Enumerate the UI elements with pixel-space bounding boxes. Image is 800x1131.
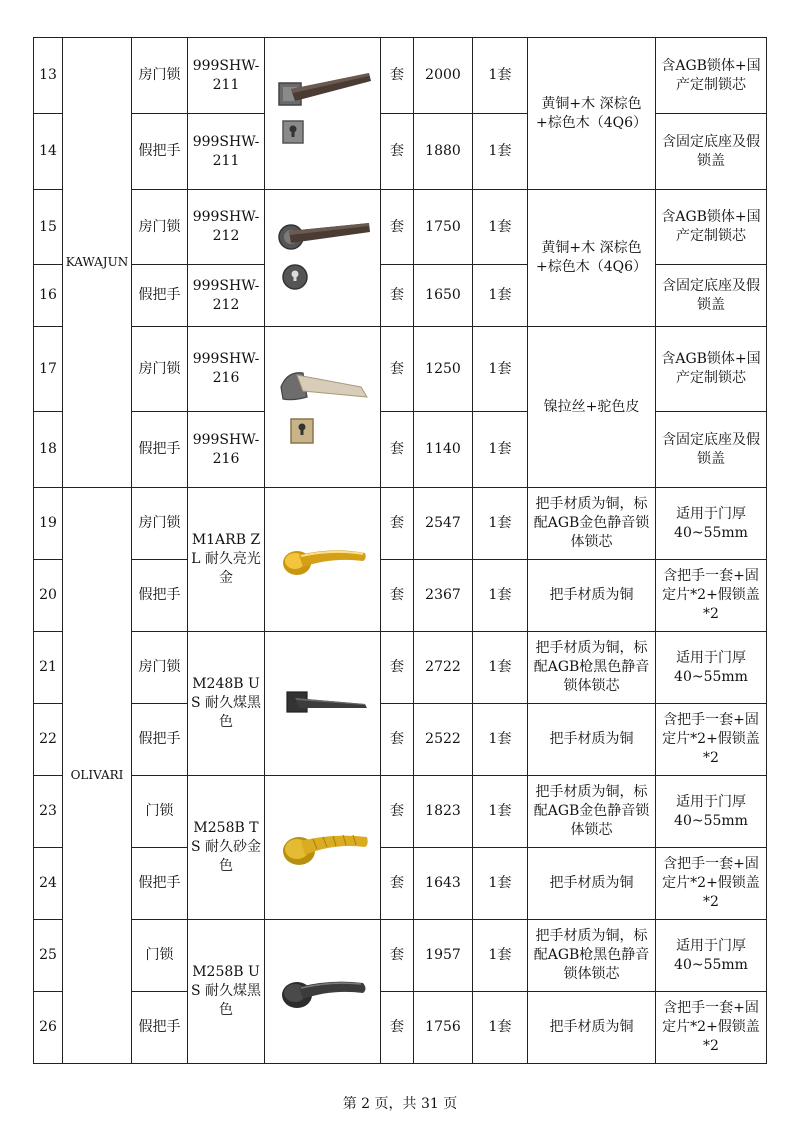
row-number: 21	[34, 632, 63, 704]
black-lever-handle-icon	[273, 674, 373, 734]
row-number: 14	[34, 114, 63, 190]
table-row	[34, 38, 767, 114]
row-number: 16	[34, 265, 63, 327]
model-number: 999SHW-211	[188, 38, 265, 114]
note-cell: 含AGB锁体+国产定制锁芯	[656, 38, 767, 114]
unit-price: 2000	[414, 38, 473, 114]
unit-price: 2722	[414, 632, 473, 704]
quantity: 1套	[473, 38, 528, 114]
unit-price: 1750	[414, 190, 473, 265]
material-cell: 把手材质为铜，标配AGB金色静音锁体锁芯	[528, 488, 656, 560]
model-number: 999SHW-212	[188, 190, 265, 265]
quantity: 1套	[473, 488, 528, 560]
product-image	[265, 632, 381, 776]
material-cell: 镍拉丝+驼色皮	[528, 327, 656, 488]
material-cell: 黄铜+木 深棕色+棕色木（4Q6）	[528, 190, 656, 327]
unit: 套	[381, 704, 414, 776]
product-type: 房门锁	[132, 190, 188, 265]
quantity: 1套	[473, 327, 528, 412]
note-cell: 适用于门厚40~55mm	[656, 488, 767, 560]
unit-price: 1957	[414, 920, 473, 992]
product-table	[33, 37, 767, 1064]
note-cell: 适用于门厚40~55mm	[656, 776, 767, 848]
unit: 套	[381, 38, 414, 114]
table-row	[34, 190, 767, 265]
product-type: 假把手	[132, 848, 188, 920]
material-cell: 把手材质为铜	[528, 848, 656, 920]
note-cell: 含把手一套+固定片*2+假锁盖*2	[656, 848, 767, 920]
row-number: 26	[34, 992, 63, 1064]
note-cell: 含把手一套+固定片*2+假锁盖*2	[656, 560, 767, 632]
product-image	[265, 776, 381, 920]
unit: 套	[381, 265, 414, 327]
page-footer: 第 2 页，共 31 页	[342, 1096, 458, 1112]
note-cell: 含把手一套+固定片*2+假锁盖*2	[656, 704, 767, 776]
brand-cell: KAWAJUN	[63, 38, 132, 488]
unit: 套	[381, 190, 414, 265]
model-number: M1ARB ZL 耐久亮光金	[188, 488, 265, 632]
unit-price: 1250	[414, 327, 473, 412]
model-number: 999SHW-212	[188, 265, 265, 327]
table-row	[34, 848, 767, 920]
row-number: 20	[34, 560, 63, 632]
unit: 套	[381, 488, 414, 560]
table-row	[34, 560, 767, 632]
unit-price: 1140	[414, 412, 473, 488]
product-type: 假把手	[132, 560, 188, 632]
model-number: M258B US 耐久煤黑色	[188, 920, 265, 1064]
note-cell: 含固定底座及假锁盖	[656, 114, 767, 190]
row-number: 15	[34, 190, 63, 265]
sand-gold-lever-handle-icon	[273, 813, 373, 883]
lever-handle-square-rose-icon	[273, 69, 373, 159]
unit-price: 1823	[414, 776, 473, 848]
unit-price: 2547	[414, 488, 473, 560]
row-number: 22	[34, 704, 63, 776]
unit: 套	[381, 412, 414, 488]
material-cell: 把手材质为铜	[528, 560, 656, 632]
unit-price: 2522	[414, 704, 473, 776]
material-cell: 把手材质为铜，标配AGB枪黑色静音锁体锁芯	[528, 632, 656, 704]
table-row	[34, 920, 767, 992]
unit: 套	[381, 114, 414, 190]
row-number: 23	[34, 776, 63, 848]
table-row	[34, 488, 767, 560]
unit: 套	[381, 327, 414, 412]
table-row	[34, 412, 767, 488]
product-type: 门锁	[132, 920, 188, 992]
quantity: 1套	[473, 920, 528, 992]
unit-price: 1650	[414, 265, 473, 327]
material-cell: 把手材质为铜，标配AGB枪黑色静音锁体锁芯	[528, 920, 656, 992]
row-number: 18	[34, 412, 63, 488]
row-number: 13	[34, 38, 63, 114]
product-type: 房门锁	[132, 38, 188, 114]
unit: 套	[381, 632, 414, 704]
row-number: 19	[34, 488, 63, 560]
table-row	[34, 265, 767, 327]
note-cell: 含AGB锁体+国产定制锁芯	[656, 327, 767, 412]
coal-black-lever-handle-icon	[273, 957, 373, 1027]
unit-price: 1880	[414, 114, 473, 190]
row-number: 17	[34, 327, 63, 412]
product-type: 假把手	[132, 265, 188, 327]
quantity: 1套	[473, 265, 528, 327]
table-row	[34, 704, 767, 776]
lever-handle-round-rose-icon	[273, 213, 373, 303]
product-type: 假把手	[132, 704, 188, 776]
model-number: 999SHW-211	[188, 114, 265, 190]
table-row	[34, 632, 767, 704]
unit-price: 2367	[414, 560, 473, 632]
brand-cell: OLIVARI	[63, 488, 132, 1064]
row-number: 25	[34, 920, 63, 992]
product-type: 门锁	[132, 776, 188, 848]
quantity: 1套	[473, 848, 528, 920]
row-number: 24	[34, 848, 63, 920]
quantity: 1套	[473, 632, 528, 704]
material-cell: 把手材质为铜，标配AGB金色静音锁体锁芯	[528, 776, 656, 848]
material-cell: 黄铜+木 深棕色+棕色木（4Q6）	[528, 38, 656, 190]
product-type: 假把手	[132, 412, 188, 488]
unit: 套	[381, 848, 414, 920]
quantity: 1套	[473, 776, 528, 848]
product-image	[265, 190, 381, 327]
product-image	[265, 38, 381, 190]
product-type: 房门锁	[132, 488, 188, 560]
model-number: M258B TS 耐久砂金色	[188, 776, 265, 920]
material-cell: 把手材质为铜	[528, 704, 656, 776]
unit-price: 1756	[414, 992, 473, 1064]
unit: 套	[381, 776, 414, 848]
product-type: 假把手	[132, 992, 188, 1064]
product-image	[265, 920, 381, 1064]
model-number: 999SHW-216	[188, 412, 265, 488]
table-row	[34, 327, 767, 412]
quantity: 1套	[473, 560, 528, 632]
note-cell: 适用于门厚40~55mm	[656, 632, 767, 704]
lever-handle-leather-icon	[273, 357, 373, 457]
product-type: 房门锁	[132, 632, 188, 704]
quantity: 1套	[473, 704, 528, 776]
table-row	[34, 114, 767, 190]
quantity: 1套	[473, 412, 528, 488]
unit: 套	[381, 560, 414, 632]
model-number: 999SHW-216	[188, 327, 265, 412]
note-cell: 含固定底座及假锁盖	[656, 265, 767, 327]
quantity: 1套	[473, 190, 528, 265]
note-cell: 适用于门厚40~55mm	[656, 920, 767, 992]
unit: 套	[381, 920, 414, 992]
gold-lever-handle-icon	[273, 525, 373, 595]
unit: 套	[381, 992, 414, 1064]
product-type: 房门锁	[132, 327, 188, 412]
model-number: M248B US 耐久煤黑色	[188, 632, 265, 776]
product-image	[265, 327, 381, 488]
note-cell: 含AGB锁体+国产定制锁芯	[656, 190, 767, 265]
product-type: 假把手	[132, 114, 188, 190]
quantity: 1套	[473, 114, 528, 190]
table-row	[34, 992, 767, 1064]
quantity: 1套	[473, 992, 528, 1064]
material-cell: 把手材质为铜	[528, 992, 656, 1064]
note-cell: 含固定底座及假锁盖	[656, 412, 767, 488]
note-cell: 含把手一套+固定片*2+假锁盖*2	[656, 992, 767, 1064]
product-image	[265, 488, 381, 632]
unit-price: 1643	[414, 848, 473, 920]
table-row	[34, 776, 767, 848]
